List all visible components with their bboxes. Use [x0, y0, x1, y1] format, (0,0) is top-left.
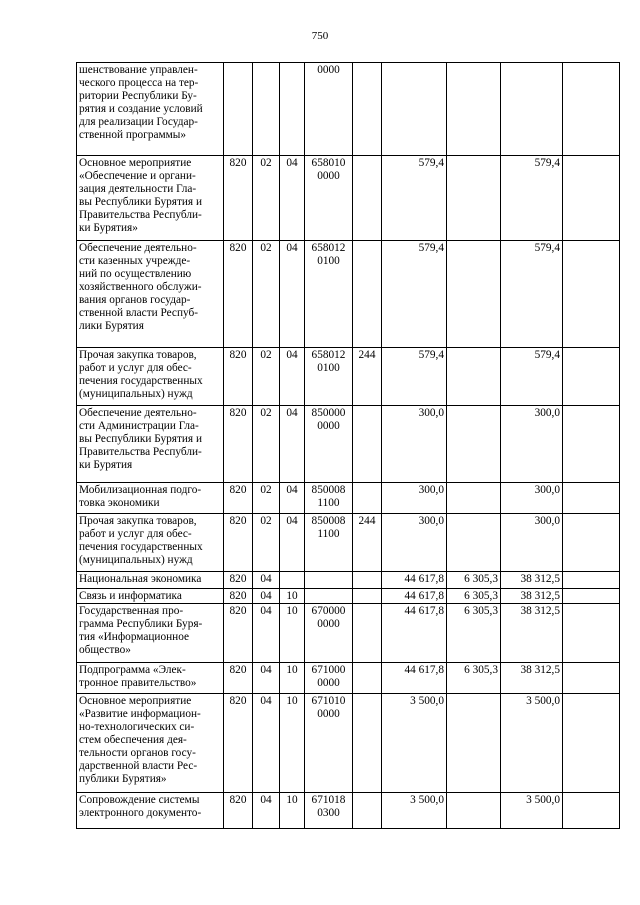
federal-amount-cell — [447, 348, 501, 406]
extra-amount-cell — [563, 406, 620, 483]
row-name-cell: Прочая закупка товаров, работ и услуг для обес- печения государственных (муниципальных) нужд — [77, 348, 224, 406]
section-code-cell: 04 — [253, 663, 280, 694]
target-article-cell: 0000 — [305, 63, 353, 156]
section-code-cell: 04 — [253, 589, 280, 604]
section-code-cell: 02 — [253, 514, 280, 572]
extra-amount-cell — [563, 156, 620, 241]
expense-type-cell — [353, 156, 382, 241]
extra-amount-cell — [563, 348, 620, 406]
target-article-cell: 850008 1100 — [305, 483, 353, 514]
total-amount-cell: 44 617,8 — [382, 572, 447, 589]
row-name-cell: Государственная про- грамма Республики Буря- тия «Информационное общество» — [77, 604, 224, 663]
grbs-code-cell: 820 — [224, 241, 253, 348]
total-amount-cell: 44 617,8 — [382, 589, 447, 604]
row-name-cell: Прочая закупка товаров, работ и услуг для обес- печения государственных (муниципальных) нужд — [77, 514, 224, 572]
extra-amount-cell — [563, 514, 620, 572]
total-amount-cell: 300,0 — [382, 406, 447, 483]
federal-amount-cell: 6 305,3 — [447, 572, 501, 589]
target-article-cell: 658012 0100 — [305, 241, 353, 348]
expense-type-cell — [353, 604, 382, 663]
republic-amount-cell: 300,0 — [501, 406, 563, 483]
table-body — [77, 63, 620, 829]
grbs-code-cell: 820 — [224, 483, 253, 514]
grbs-code-cell: 820 — [224, 156, 253, 241]
subsection-code-cell: 04 — [280, 241, 305, 348]
section-code-cell: 02 — [253, 348, 280, 406]
row-name-cell: Сопровождение системы электронного документо- — [77, 793, 224, 829]
section-code-cell: 02 — [253, 241, 280, 348]
subsection-code-cell — [280, 572, 305, 589]
expense-type-cell — [353, 589, 382, 604]
republic-amount-cell: 579,4 — [501, 156, 563, 241]
republic-amount-cell: 38 312,5 — [501, 604, 563, 663]
table-row — [77, 604, 620, 663]
federal-amount-cell — [447, 63, 501, 156]
page-number: 750 — [311, 30, 329, 42]
subsection-code-cell: 04 — [280, 156, 305, 241]
expense-type-cell — [353, 483, 382, 514]
section-code-cell: 04 — [253, 793, 280, 829]
section-code-cell — [253, 63, 280, 156]
extra-amount-cell — [563, 694, 620, 793]
subsection-code-cell: 10 — [280, 604, 305, 663]
grbs-code-cell: 820 — [224, 694, 253, 793]
total-amount-cell — [382, 63, 447, 156]
table-row — [77, 241, 620, 348]
subsection-code-cell: 10 — [280, 663, 305, 694]
federal-amount-cell — [447, 241, 501, 348]
grbs-code-cell: 820 — [224, 406, 253, 483]
total-amount-cell: 300,0 — [382, 514, 447, 572]
expense-type-cell: 244 — [353, 348, 382, 406]
table-row — [77, 572, 620, 589]
target-article-cell: 671010 0000 — [305, 694, 353, 793]
grbs-code-cell: 820 — [224, 348, 253, 406]
expense-type-cell — [353, 572, 382, 589]
target-article-cell: 850000 0000 — [305, 406, 353, 483]
extra-amount-cell — [563, 572, 620, 589]
grbs-code-cell: 820 — [224, 572, 253, 589]
republic-amount-cell: 38 312,5 — [501, 572, 563, 589]
row-name-cell: Мобилизационная подго- товка экономики — [77, 483, 224, 514]
republic-amount-cell: 38 312,5 — [501, 663, 563, 694]
target-article-cell: 658010 0000 — [305, 156, 353, 241]
republic-amount-cell: 3 500,0 — [501, 793, 563, 829]
subsection-code-cell: 04 — [280, 406, 305, 483]
republic-amount-cell: 3 500,0 — [501, 694, 563, 793]
target-article-cell — [305, 572, 353, 589]
grbs-code-cell: 820 — [224, 604, 253, 663]
extra-amount-cell — [563, 663, 620, 694]
republic-amount-cell: 300,0 — [501, 483, 563, 514]
federal-amount-cell: 6 305,3 — [447, 589, 501, 604]
expense-type-cell — [353, 63, 382, 156]
table-row — [77, 63, 620, 156]
federal-amount-cell: 6 305,3 — [447, 663, 501, 694]
federal-amount-cell — [447, 483, 501, 514]
section-code-cell: 02 — [253, 406, 280, 483]
target-article-cell — [305, 589, 353, 604]
total-amount-cell: 579,4 — [382, 241, 447, 348]
republic-amount-cell: 38 312,5 — [501, 589, 563, 604]
grbs-code-cell: 820 — [224, 793, 253, 829]
row-name-cell: Основное мероприятие «Обеспечение и органи- зация деятельности Гла- вы Республики Бурятия и Правительства Республи- ки Бурятия» — [77, 156, 224, 241]
extra-amount-cell — [563, 604, 620, 663]
target-article-cell: 850008 1100 — [305, 514, 353, 572]
federal-amount-cell — [447, 406, 501, 483]
expense-type-cell — [353, 694, 382, 793]
subsection-code-cell: 10 — [280, 793, 305, 829]
budget-table — [76, 62, 620, 829]
target-article-cell: 658012 0100 — [305, 348, 353, 406]
subsection-code-cell: 10 — [280, 589, 305, 604]
total-amount-cell: 44 617,8 — [382, 604, 447, 663]
grbs-code-cell — [224, 63, 253, 156]
target-article-cell: 671018 0300 — [305, 793, 353, 829]
row-name-cell: Связь и информатика — [77, 589, 224, 604]
table-row — [77, 406, 620, 483]
extra-amount-cell — [563, 793, 620, 829]
target-article-cell: 670000 0000 — [305, 604, 353, 663]
table-row — [77, 589, 620, 604]
expense-type-cell — [353, 241, 382, 348]
expense-type-cell: 244 — [353, 514, 382, 572]
subsection-code-cell: 04 — [280, 514, 305, 572]
total-amount-cell: 579,4 — [382, 348, 447, 406]
table-row — [77, 514, 620, 572]
total-amount-cell: 579,4 — [382, 156, 447, 241]
federal-amount-cell: 6 305,3 — [447, 604, 501, 663]
section-code-cell: 04 — [253, 694, 280, 793]
extra-amount-cell — [563, 241, 620, 348]
expense-type-cell — [353, 406, 382, 483]
section-code-cell: 04 — [253, 604, 280, 663]
row-name-cell: Подпрограмма «Элек- тронное правительство» — [77, 663, 224, 694]
total-amount-cell: 3 500,0 — [382, 694, 447, 793]
grbs-code-cell: 820 — [224, 663, 253, 694]
federal-amount-cell — [447, 793, 501, 829]
total-amount-cell: 300,0 — [382, 483, 447, 514]
table-row — [77, 483, 620, 514]
total-amount-cell: 3 500,0 — [382, 793, 447, 829]
row-name-cell: Национальная экономика — [77, 572, 224, 589]
federal-amount-cell — [447, 156, 501, 241]
expense-type-cell — [353, 793, 382, 829]
republic-amount-cell — [501, 63, 563, 156]
extra-amount-cell — [563, 589, 620, 604]
grbs-code-cell: 820 — [224, 514, 253, 572]
table-row — [77, 348, 620, 406]
row-name-cell: Обеспечение деятельно- сти казенных учрежде- ний по осуществлению хозяйственного обслужи- вания органов государ- ственной власти Респуб- лики Бурятия — [77, 241, 224, 348]
row-name-cell: Обеспечение деятельно- сти Администрации Гла- вы Республики Бурятия и Правительства Республи- ки Бурятия — [77, 406, 224, 483]
table-row — [77, 663, 620, 694]
extra-amount-cell — [563, 63, 620, 156]
republic-amount-cell: 300,0 — [501, 514, 563, 572]
row-name-cell: шенствование управлен- ческого процесса на тер- ритории Республики Бу- рятия и создание условий для реализации Государ- ственной программы» — [77, 63, 224, 156]
expense-type-cell — [353, 663, 382, 694]
section-code-cell: 02 — [253, 156, 280, 241]
republic-amount-cell: 579,4 — [501, 241, 563, 348]
subsection-code-cell — [280, 63, 305, 156]
subsection-code-cell: 10 — [280, 694, 305, 793]
table-row — [77, 793, 620, 829]
federal-amount-cell — [447, 694, 501, 793]
extra-amount-cell — [563, 483, 620, 514]
section-code-cell: 04 — [253, 572, 280, 589]
target-article-cell: 671000 0000 — [305, 663, 353, 694]
total-amount-cell: 44 617,8 — [382, 663, 447, 694]
table-row — [77, 694, 620, 793]
republic-amount-cell: 579,4 — [501, 348, 563, 406]
grbs-code-cell: 820 — [224, 589, 253, 604]
subsection-code-cell: 04 — [280, 483, 305, 514]
row-name-cell: Основное мероприятие «Развитие информацион- но-технологических си- стем обеспечения дея- тельности органов госу- дарственной власти Рес- публики Бурятия» — [77, 694, 224, 793]
table-row — [77, 156, 620, 241]
subsection-code-cell: 04 — [280, 348, 305, 406]
section-code-cell: 02 — [253, 483, 280, 514]
federal-amount-cell — [447, 514, 501, 572]
